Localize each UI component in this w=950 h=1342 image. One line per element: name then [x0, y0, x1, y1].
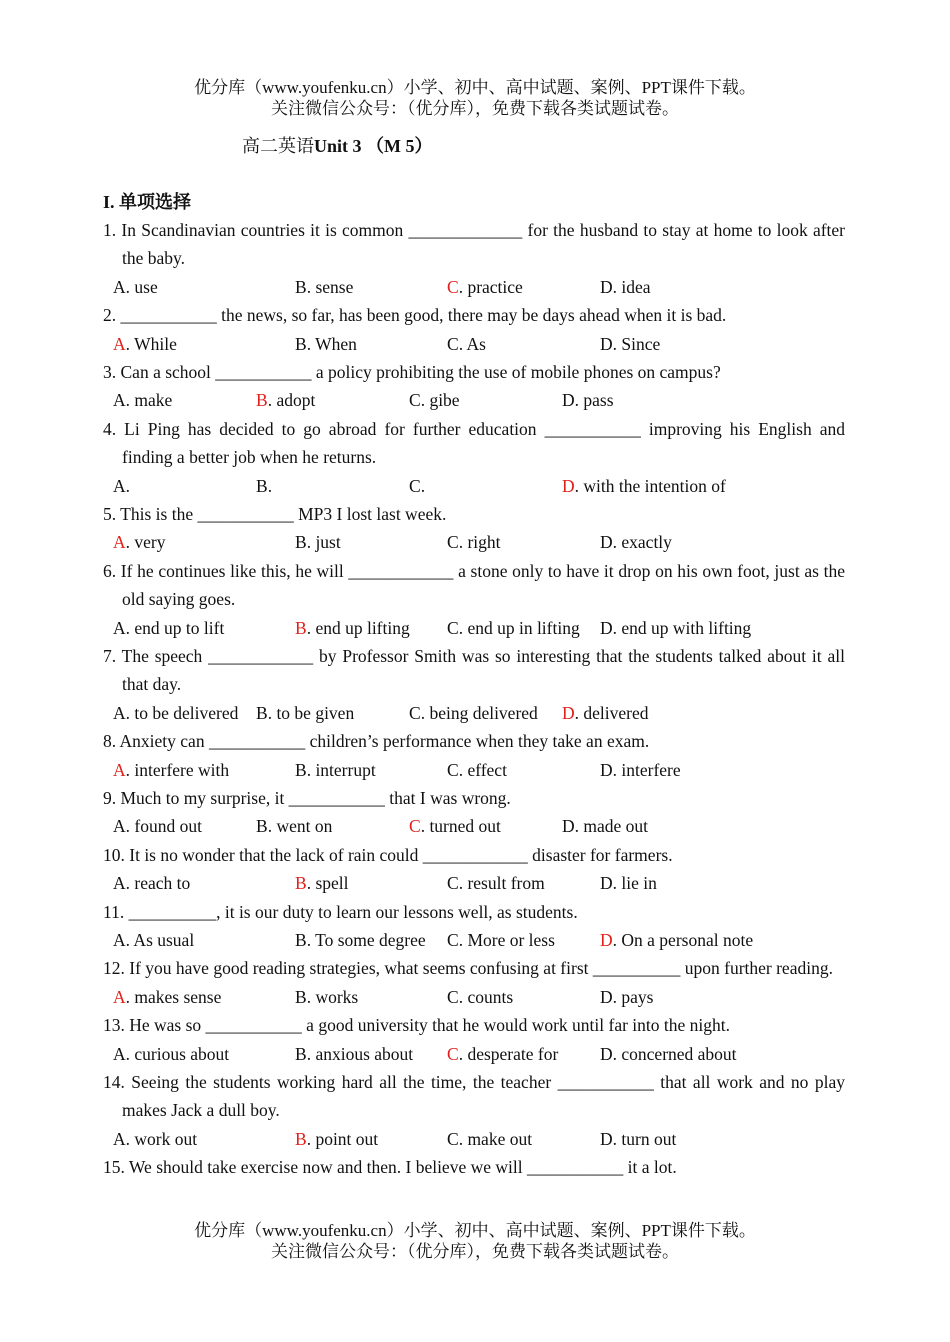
option-row — [103, 1040, 845, 1068]
option-text: . desperate for — [458, 1043, 559, 1064]
option-text: . reach to — [125, 873, 191, 894]
option-text: . idea — [612, 276, 651, 297]
option-text: . effect — [458, 759, 507, 780]
option-row — [103, 756, 845, 784]
option-text: . To some degree — [306, 930, 426, 950]
question-stem: 7. The speech ____________ by Professor Smith was so interesting that the students talked about it all that day. — [103, 646, 845, 695]
option-b — [295, 273, 353, 301]
option-letter: C — [447, 1128, 459, 1149]
option-text: . pass — [574, 390, 614, 411]
option-text: . While — [125, 333, 177, 354]
option-c — [447, 1125, 532, 1153]
option-c — [409, 386, 460, 414]
option-text: . end up lifting — [306, 617, 410, 638]
option-d — [600, 273, 651, 301]
option-text: . — [420, 475, 426, 496]
option-letter: B — [295, 276, 307, 297]
option-d — [600, 528, 672, 556]
option-row — [103, 330, 845, 358]
option-a — [113, 386, 172, 414]
option-a — [113, 614, 224, 642]
option-letter: C — [447, 617, 459, 638]
option-b — [295, 1125, 378, 1153]
option-b — [295, 614, 410, 642]
option-a — [113, 756, 229, 784]
question-stem: 6. If he continues like this, he will ____________ a stone only to have it drop on his own foot, just as the old saying goes. — [103, 560, 845, 610]
option-letter: B — [256, 702, 268, 723]
header-line-2: 关注微信公众号：（优分库），免费下载各类试题试卷。 — [271, 99, 679, 118]
option-text: . concerned about — [612, 1043, 737, 1064]
option-row — [103, 699, 845, 727]
option-text: . turned out — [420, 816, 501, 837]
answer-letter: A — [113, 532, 126, 553]
option-letter: C — [447, 333, 459, 354]
option-letter: D — [600, 759, 613, 780]
answer-letter: D — [600, 930, 613, 950]
option-d — [600, 983, 653, 1011]
option-text: . delivered — [574, 702, 649, 723]
option-d — [562, 472, 726, 500]
option-b — [295, 528, 341, 556]
option-text: . made out — [574, 816, 649, 837]
footer-line-2: 关注微信公众号：（优分库），免费下载各类试题试卷。 — [271, 1242, 679, 1261]
answer-letter: B — [295, 1128, 307, 1149]
page-footer — [0, 1220, 950, 1262]
option-text: . result from — [458, 873, 545, 894]
option-c — [447, 273, 523, 301]
option-c — [447, 926, 555, 954]
question-6 — [103, 557, 845, 642]
option-letter: D — [600, 873, 613, 894]
option-c — [447, 869, 545, 897]
question-1 — [103, 216, 845, 301]
option-letter: D — [562, 816, 575, 837]
option-letter: B — [256, 816, 268, 837]
question-stem: 11. __________, it is our duty to learn our lessons well, as students. — [103, 901, 578, 922]
question-stem: 4. Li Ping has decided to go abroad for further education ___________ improving his English and finding a better job when he returns. — [103, 418, 845, 468]
option-text: . makes sense — [125, 986, 222, 1007]
question-13 — [103, 1011, 845, 1068]
option-letter: B — [295, 759, 307, 780]
option-text: . make out — [458, 1128, 533, 1149]
option-c — [409, 812, 501, 840]
option-letter: D — [600, 1043, 613, 1064]
option-letter: A — [113, 390, 126, 411]
answer-letter: D — [562, 475, 575, 496]
title-prefix: 高二英语 — [242, 136, 314, 156]
question-2 — [103, 301, 845, 358]
option-text: . pays — [612, 986, 654, 1007]
option-row — [103, 614, 845, 642]
option-text: . Since — [612, 333, 661, 354]
option-text: . with the intention of — [574, 475, 726, 496]
option-text: . counts — [458, 986, 514, 1007]
option-a — [113, 273, 158, 301]
question-stem: 8. Anxiety can ___________ children’s performance when they take an exam. — [103, 731, 650, 752]
option-row — [103, 926, 845, 954]
option-text: . interrupt — [306, 759, 376, 780]
option-a — [113, 472, 130, 500]
option-b — [295, 869, 349, 897]
option-c — [447, 1040, 558, 1068]
option-b — [295, 1040, 413, 1068]
option-row — [103, 472, 845, 500]
option-text: . make — [125, 390, 173, 411]
option-letter: D — [600, 333, 613, 354]
option-a — [113, 699, 238, 727]
option-letter: D — [600, 617, 613, 638]
option-text: . As — [458, 333, 486, 354]
option-a — [113, 812, 202, 840]
option-text: . — [125, 475, 131, 496]
option-letter: B — [295, 930, 307, 950]
page-header — [0, 77, 950, 119]
answer-letter: C — [447, 276, 459, 297]
question-8 — [103, 727, 845, 784]
option-text: . use — [125, 276, 158, 297]
option-b — [295, 330, 357, 358]
option-a — [113, 926, 194, 954]
option-a — [113, 1125, 197, 1153]
option-text: . end up to lift — [125, 617, 225, 638]
question-stem: 12. If you have good reading strategies, what seems confusing at first __________ upon further reading. — [103, 958, 833, 979]
option-d — [600, 756, 681, 784]
option-b — [256, 386, 315, 414]
option-a — [113, 330, 177, 358]
option-text: . turn out — [612, 1128, 677, 1149]
option-letter: A — [113, 617, 126, 638]
option-d — [600, 869, 657, 897]
option-c — [447, 756, 507, 784]
option-text: . As usual — [125, 930, 195, 950]
option-row — [103, 869, 845, 897]
answer-letter: B — [295, 617, 307, 638]
option-a — [113, 528, 166, 556]
option-c — [447, 528, 501, 556]
title-unit: Unit 3 （M 5） — [314, 136, 433, 156]
question-10 — [103, 841, 845, 898]
option-letter: B — [295, 333, 307, 354]
option-b — [295, 926, 426, 954]
footer-line-1: 优分库（www.youfenku.cn）小学、初中、高中试题、案例、PPT课件下载。 — [194, 1221, 756, 1240]
option-b — [295, 983, 358, 1011]
option-c — [447, 330, 486, 358]
option-a — [113, 1040, 229, 1068]
option-letter: C — [409, 390, 421, 411]
option-letter: C — [447, 873, 459, 894]
option-text: . spell — [306, 873, 349, 894]
option-row — [103, 273, 845, 301]
option-c — [447, 983, 513, 1011]
option-letter: B — [295, 532, 307, 553]
option-letter: A — [113, 816, 126, 837]
question-stem: 5. This is the ___________ MP3 I lost last week. — [103, 504, 447, 524]
option-text: . sense — [306, 276, 354, 297]
option-letter: A — [113, 1043, 126, 1064]
question-3 — [103, 358, 845, 415]
option-text: . anxious about — [306, 1043, 414, 1064]
option-letter: B — [295, 1043, 307, 1064]
option-letter: A — [113, 873, 126, 894]
option-letter: C — [409, 475, 421, 496]
option-row — [103, 528, 845, 556]
option-row — [103, 1125, 845, 1153]
option-text: . curious about — [125, 1043, 230, 1064]
answer-letter: A — [113, 759, 126, 780]
option-letter: D — [600, 1128, 613, 1149]
option-row — [103, 386, 845, 414]
option-letter: C — [447, 759, 459, 780]
option-d — [600, 926, 753, 954]
section-heading: I. 单项选择 — [103, 192, 192, 212]
option-letter: D — [562, 390, 575, 411]
option-letter: B — [295, 986, 307, 1007]
question-stem: 15. We should take exercise now and then. I believe we will ___________ it a lot. — [103, 1157, 677, 1178]
option-letter: C — [409, 702, 421, 723]
option-text: . end up in lifting — [458, 617, 580, 638]
option-d — [600, 1040, 737, 1068]
option-text: . went on — [267, 816, 333, 837]
question-7 — [103, 642, 845, 727]
option-letter: C — [447, 930, 459, 950]
answer-letter: C — [447, 1043, 459, 1064]
answer-letter: A — [113, 986, 126, 1007]
answer-letter: D — [562, 702, 575, 723]
option-text: . being delivered — [420, 702, 538, 723]
option-text: . interfere — [612, 759, 681, 780]
question-5 — [103, 500, 845, 557]
question-stem: 9. Much to my surprise, it ___________ that I was wrong. — [103, 788, 511, 808]
option-letter: A — [113, 930, 126, 950]
question-stem: 13. He was so ___________ a good university that he would work until far into the night. — [103, 1015, 731, 1036]
option-text: . to be delivered — [125, 702, 239, 723]
option-letter: C — [447, 986, 459, 1007]
option-letter: D — [600, 532, 613, 553]
option-text: . On a personal note — [612, 930, 754, 950]
option-text: . practice — [458, 276, 523, 297]
option-letter: D — [600, 986, 613, 1007]
option-a — [113, 869, 190, 897]
option-text: . — [267, 475, 273, 496]
option-b — [256, 812, 332, 840]
question-15 — [103, 1153, 845, 1181]
option-text: . found out — [125, 816, 202, 837]
answer-letter: A — [113, 333, 126, 354]
option-d — [562, 699, 649, 727]
question-9 — [103, 784, 845, 841]
option-text: . to be given — [267, 702, 355, 723]
answer-letter: B — [256, 390, 268, 411]
option-letter: C — [447, 532, 459, 553]
option-text: . lie in — [612, 873, 657, 894]
question-stem: 1. In Scandinavian countries it is common _____________ for the husband to stay at home to look after the baby. — [103, 220, 845, 269]
question-stem: 3. Can a school ___________ a policy prohibiting the use of mobile phones on campus? — [103, 362, 721, 382]
question-12 — [103, 954, 845, 1011]
option-text: . just — [306, 532, 341, 553]
option-a — [113, 983, 221, 1011]
question-stem: 10. It is no wonder that the lack of rain could ____________ disaster for farmers. — [103, 844, 673, 865]
option-text: . When — [306, 333, 357, 354]
option-letter: A — [113, 276, 126, 297]
option-text: . right — [458, 532, 501, 553]
page-title — [242, 132, 433, 158]
question-4 — [103, 415, 845, 500]
option-letter: A — [113, 475, 126, 496]
question-stem: 2. ___________ the news, so far, has been good, there may be days ahead when it is bad. — [103, 305, 727, 326]
option-letter: A — [113, 1128, 126, 1149]
question-stem: 14. Seeing the students working hard all the time, the teacher ___________ that all work and no play makes Jack a dull boy. — [103, 1071, 845, 1121]
option-b — [295, 756, 376, 784]
option-text: . end up with lifting — [612, 617, 752, 638]
option-c — [409, 472, 425, 500]
option-text: . exactly — [612, 532, 672, 553]
option-d — [562, 386, 614, 414]
option-row — [103, 983, 845, 1011]
option-c — [447, 614, 580, 642]
option-d — [600, 1125, 676, 1153]
option-letter: A — [113, 702, 126, 723]
option-text: . point out — [306, 1128, 379, 1149]
option-c — [409, 699, 538, 727]
option-text: . interfere with — [125, 759, 230, 780]
option-d — [562, 812, 648, 840]
option-row — [103, 812, 845, 840]
header-line-1: 优分库（www.youfenku.cn）小学、初中、高中试题、案例、PPT课件下载。 — [194, 78, 756, 97]
question-list — [103, 216, 845, 1182]
question-11 — [103, 898, 845, 955]
option-text: . adopt — [267, 390, 316, 411]
option-letter: D — [600, 276, 613, 297]
option-text: . work out — [125, 1128, 198, 1149]
option-letter: B — [256, 475, 268, 496]
option-text: . More or less — [458, 930, 555, 950]
option-d — [600, 614, 751, 642]
option-b — [256, 472, 272, 500]
answer-letter: B — [295, 873, 307, 894]
option-b — [256, 699, 354, 727]
option-text: . gibe — [420, 390, 460, 411]
answer-letter: C — [409, 816, 421, 837]
question-14 — [103, 1068, 845, 1153]
option-d — [600, 330, 660, 358]
option-text: . works — [306, 986, 359, 1007]
option-text: . very — [125, 532, 166, 553]
